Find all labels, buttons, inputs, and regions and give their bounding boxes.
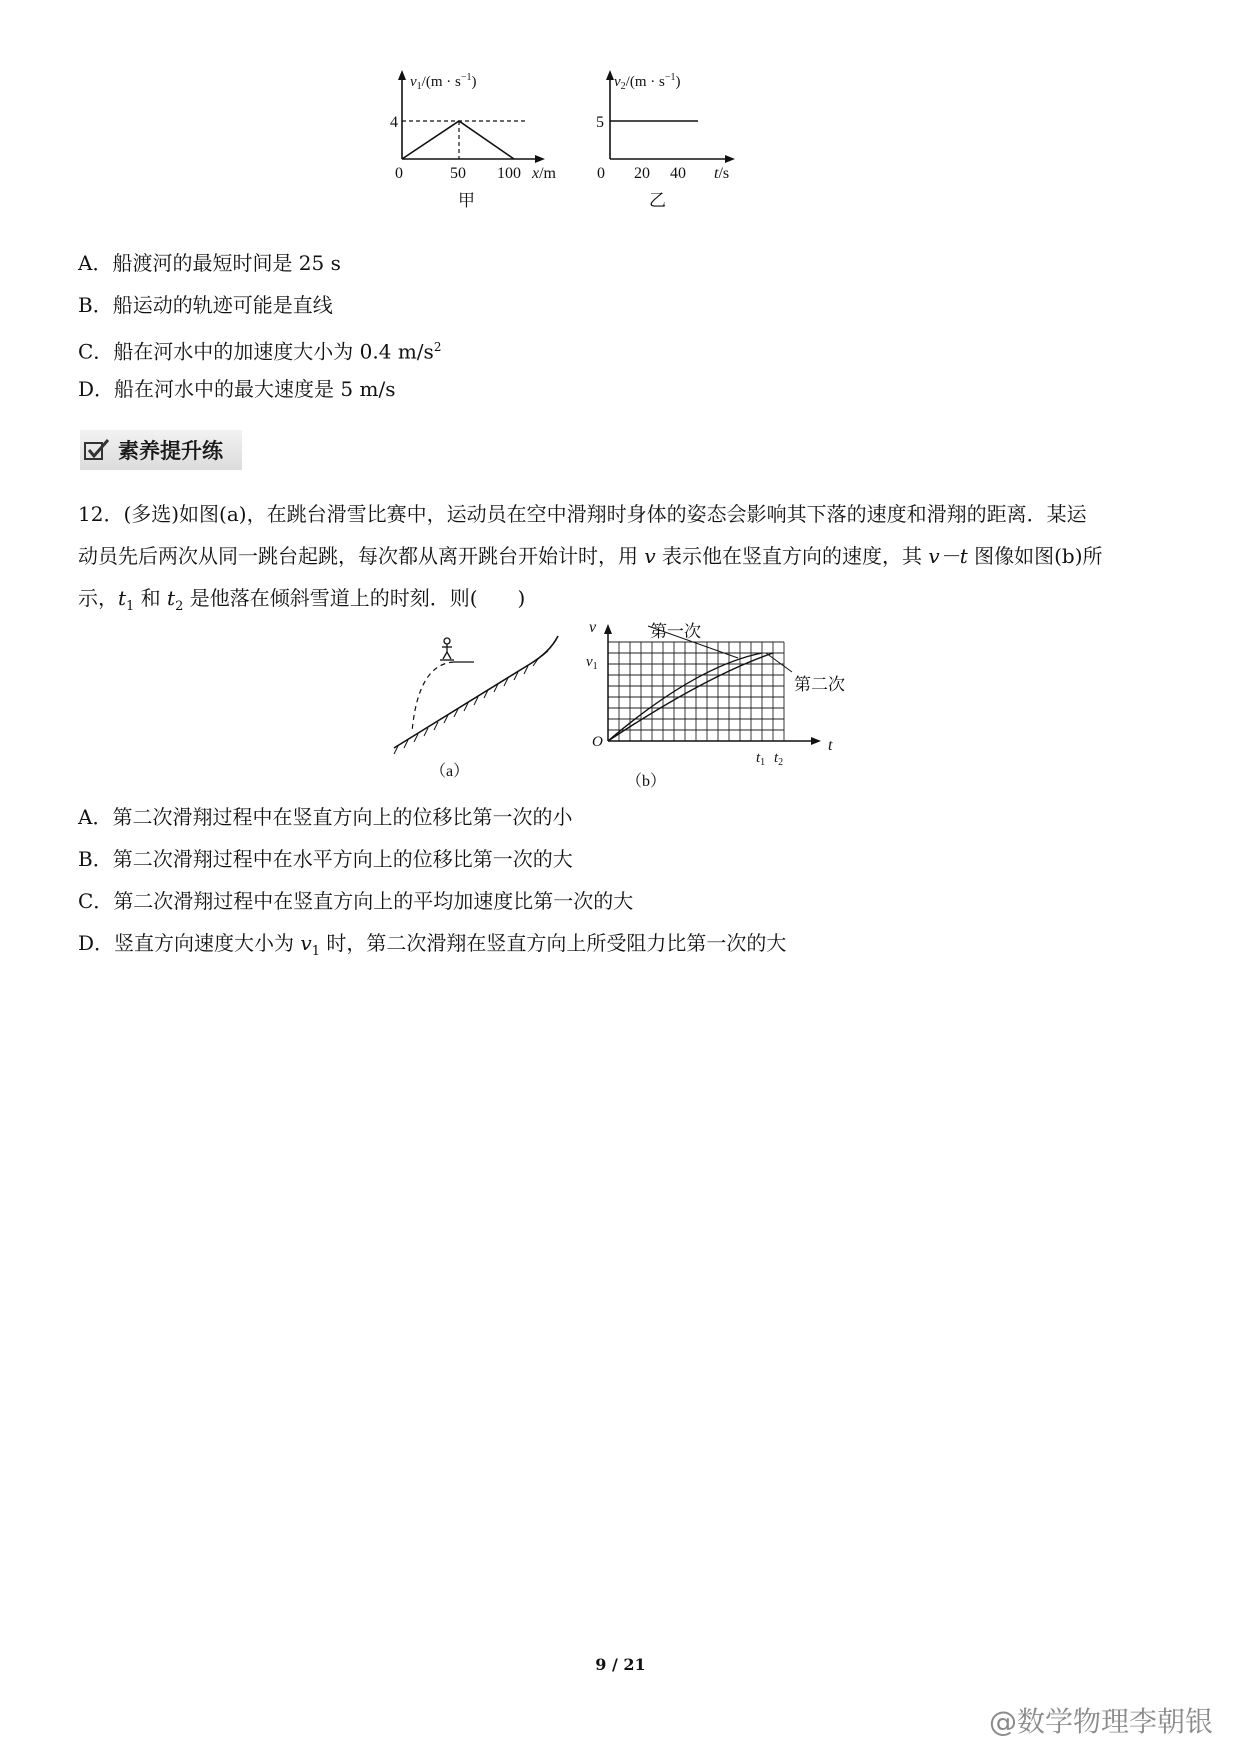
- origin-label: O: [592, 734, 603, 750]
- q12-line-2: 动员先后两次从同一跳台起跳，每次都从离开跳台开始计时，用 v 表示他在竖直方向的速度，其 v－t 图像如图(b)所: [78, 544, 1103, 568]
- v-axis-label: v: [589, 620, 597, 636]
- x-tick-50: 50: [450, 165, 466, 182]
- x-tick-100: 100: [497, 165, 521, 182]
- watermark: @数学物理李朝银: [988, 1705, 1213, 1738]
- figure-graph-jia: [390, 62, 590, 222]
- figure-ski-jump-a: [390, 630, 570, 790]
- q12-option-b: B．第二次滑翔过程中在水平方向上的位移比第一次的大: [78, 847, 573, 871]
- svg-text:v2/(m · s−1): $v_2/(m \cdot s^{-1})$: [614, 72, 681, 92]
- figure-graph-yi: [594, 62, 754, 222]
- t2-label: $t_2$: [774, 750, 784, 768]
- q11-option-c: C．船在河水中的加速度大小为 0.4 $m/s^2$: [78, 339, 442, 364]
- t-axis-label: t: [828, 737, 833, 754]
- caption-b: （b）: [626, 773, 667, 790]
- caption-a: （a）: [430, 763, 470, 780]
- figure-vt-graph-b: [586, 620, 856, 790]
- label-first: 第一次: [650, 622, 701, 641]
- q11-option-a: A．船渡河的最短时间是 25 s: [78, 251, 341, 275]
- q12-option-a: A．第二次滑翔过程中在竖直方向上的位移比第一次的小: [78, 805, 573, 829]
- x-axis-label: x/m: [532, 165, 556, 182]
- y-tick-4: 4: [390, 114, 398, 131]
- skier-icon: [440, 638, 454, 660]
- v1-label: $v_1$: [586, 654, 598, 672]
- q11-option-b: B．船运动的轨迹可能是直线: [78, 293, 333, 317]
- section-header: [80, 430, 242, 470]
- origin-label: 0: [597, 165, 605, 182]
- svg-text:v1/(m · s−1): $v_1/(m \cdot s^{-1})$: [410, 72, 477, 92]
- caption-jia: 甲: [458, 191, 475, 210]
- page-number: 9 / 21: [595, 1655, 646, 1674]
- x-tick-20: 20: [634, 165, 650, 182]
- x-tick-40: 40: [670, 165, 686, 182]
- origin-label: 0: [395, 165, 403, 182]
- velocity-profile-line: [402, 121, 514, 159]
- y-tick-5: 5: [596, 114, 604, 131]
- caption-yi: 乙: [649, 191, 666, 210]
- section-title: 素养提升练: [118, 439, 223, 463]
- q12-line-1: 12．(多选)如图(a)，在跳台滑雪比赛中，运动员在空中滑翔时身体的姿态会影响其下落的速度和滑翔的距离．某运: [78, 502, 1087, 526]
- label-second: 第二次: [794, 675, 845, 694]
- q12-line-3: 示，$t_1$ 和 $t_2$ 是他落在倾斜雪道上的时刻．则( ): [78, 586, 526, 614]
- q11-option-d: D．船在河水中的最大速度是 5 m/s: [78, 377, 396, 401]
- t1-label: $t_1$: [756, 750, 766, 768]
- x-axis-label: t/s: [714, 165, 730, 182]
- q12-option-c: C．第二次滑翔过程中在竖直方向上的平均加速度比第一次的大: [78, 889, 634, 913]
- checkmark-icon: [84, 438, 110, 462]
- q12-option-d: D．竖直方向速度大小为 $v_1$ 时，第二次滑翔在竖直方向上所受阻力比第一次的大: [78, 931, 787, 959]
